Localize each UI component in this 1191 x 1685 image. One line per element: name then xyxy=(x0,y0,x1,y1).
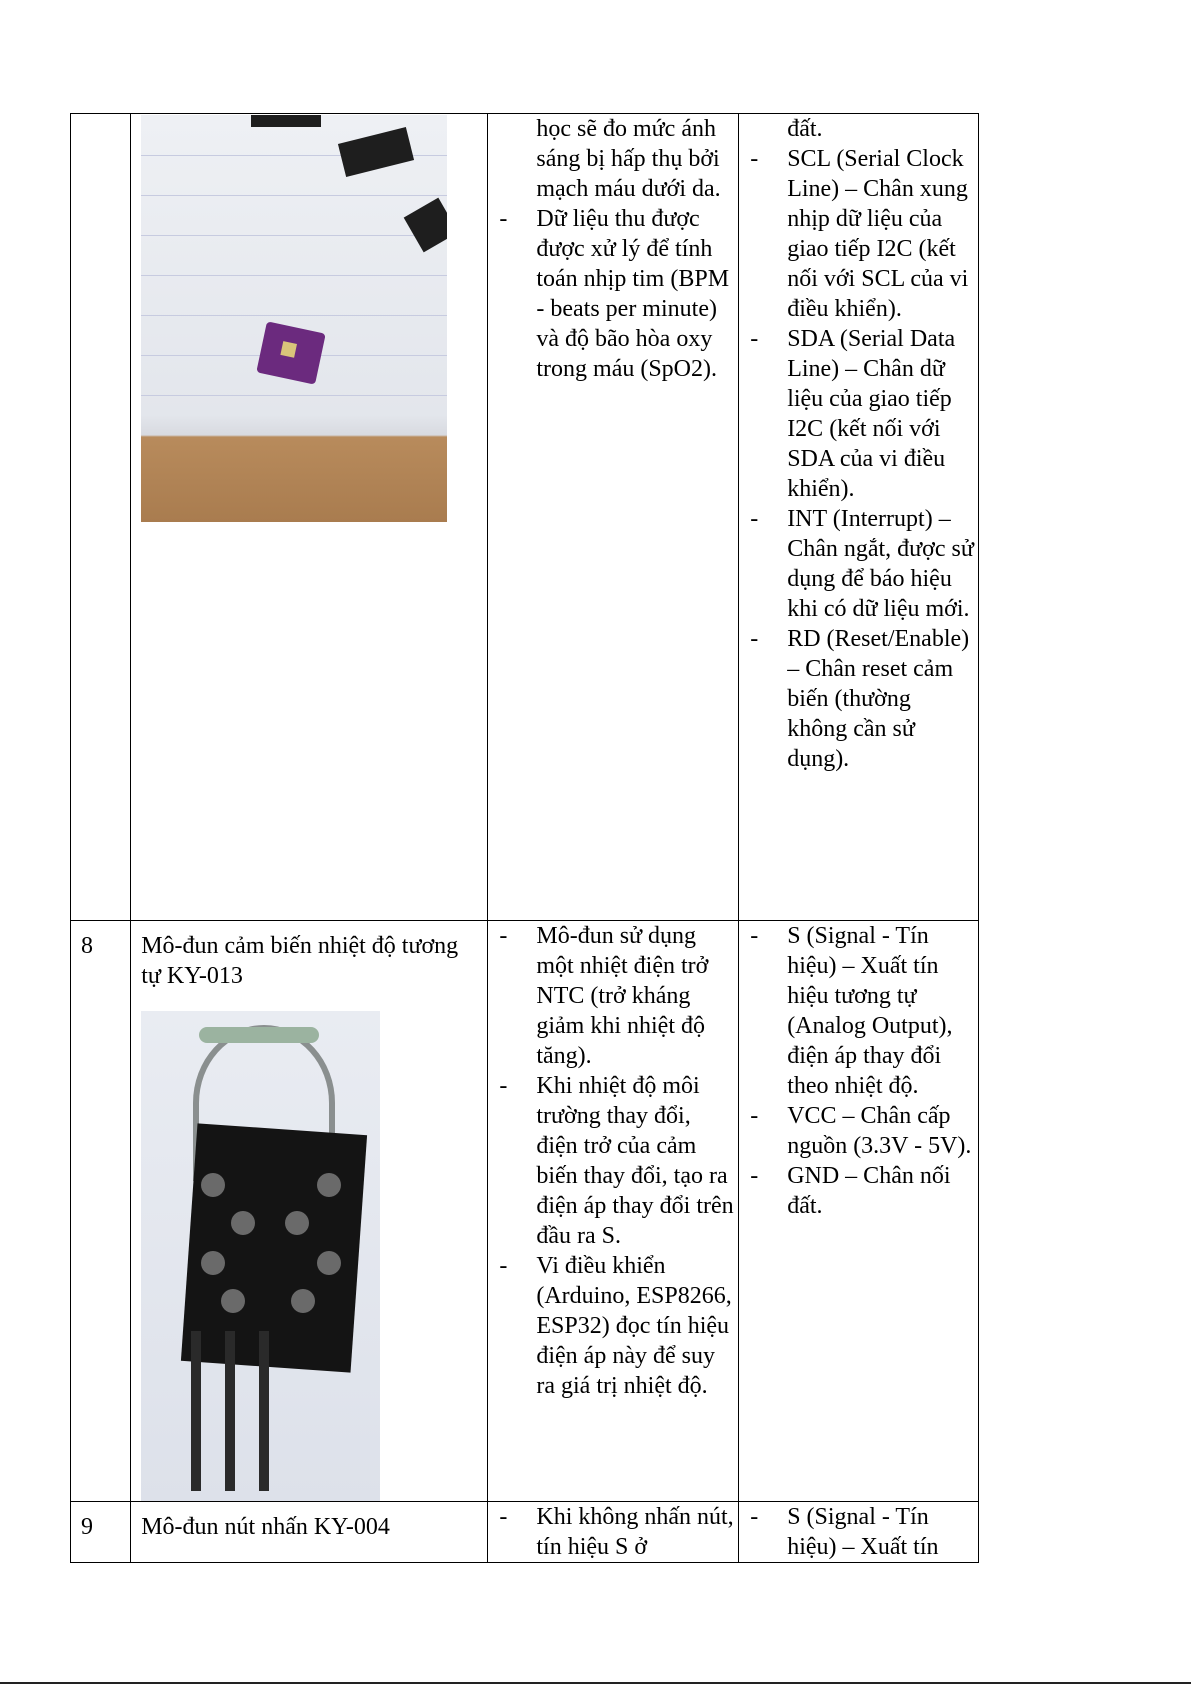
list-item: - Vi điều khiển (Arduino, ESP8266, ESP32) đọc tín hiệu điện áp này để suy ra giá trị nhiệt độ. xyxy=(488,1251,738,1401)
list-item: - Dữ liệu thu được được xử lý để tính toán nhịp tim (BPM - beats per minute) và độ bão hòa oxy trong máu (SpO2). xyxy=(488,204,738,384)
principle-list xyxy=(488,1502,738,1562)
module-name-cell xyxy=(131,921,488,1502)
list-item: - Khi không nhấn nút, tín hiệu S ở xyxy=(488,1502,738,1562)
row-number-cell xyxy=(71,921,131,1502)
working-principle-cell xyxy=(488,921,739,1502)
pinout-cell xyxy=(739,1502,979,1563)
row-number: 9 xyxy=(81,1514,93,1540)
pinout-list xyxy=(739,114,978,774)
list-item: - RD (Reset/Enable) – Chân reset cảm biến (thường không cần sử dụng). xyxy=(739,624,978,774)
list-item: - S (Signal - Tín hiệu) – Xuất tín xyxy=(739,1502,978,1562)
principle-list xyxy=(488,921,738,1401)
ky-013-sensor-photo xyxy=(141,1011,380,1501)
principle-list xyxy=(488,114,738,384)
row-number: 8 xyxy=(81,933,93,959)
components-table xyxy=(70,113,979,1563)
list-item: - GND – Chân nối đất. xyxy=(739,1161,978,1221)
list-item: - S (Signal - Tín hiệu) – Xuất tín hiệu tương tự (Analog Output), điện áp thay đổi theo nhiệt độ. xyxy=(739,921,978,1101)
table-row xyxy=(71,1502,979,1563)
working-principle-cell xyxy=(488,1502,739,1563)
list-item: - VCC – Chân cấp nguồn (3.3V - 5V). xyxy=(739,1101,978,1161)
heart-rate-sensor-photo xyxy=(141,115,447,522)
module-name-cell xyxy=(131,114,488,921)
page-bottom-edge xyxy=(0,1682,1191,1684)
list-item: - Mô-đun sử dụng một nhiệt điện trở NTC (trở kháng giảm khi nhiệt độ tăng). xyxy=(488,921,738,1071)
module-name: Mô-đun nút nhấn KY-004 xyxy=(141,1514,390,1540)
pinout-list xyxy=(739,1502,978,1562)
list-item: - SCL (Serial Clock Line) – Chân xung nhịp dữ liệu của giao tiếp I2C (kết nối với SCL của vi điều khiển). xyxy=(739,144,978,324)
list-item: học sẽ đo mức ánh sáng bị hấp thụ bởi mạch máu dưới da. xyxy=(536,116,721,202)
module-name-cell xyxy=(131,1502,488,1563)
row-number-cell xyxy=(71,1502,131,1563)
list-item: - Khi nhiệt độ môi trường thay đổi, điện trở của cảm biến thay đổi, tạo ra điện áp thay đổi trên đầu ra S. xyxy=(488,1071,738,1251)
list-item: - INT (Interrupt) – Chân ngắt, được sử dụng để báo hiệu khi có dữ liệu mới. xyxy=(739,504,978,624)
row-number-cell xyxy=(71,114,131,921)
table-row xyxy=(71,921,979,1502)
table-row xyxy=(71,114,979,921)
working-principle-cell xyxy=(488,114,739,921)
pinout-cell xyxy=(739,921,979,1502)
pinout-cell xyxy=(739,114,979,921)
list-item: - SDA (Serial Data Line) – Chân dữ liệu của giao tiếp I2C (kết nối với SDA của vi điều khiển). xyxy=(739,324,978,504)
pinout-list xyxy=(739,921,978,1221)
list-item: đất. xyxy=(787,116,823,142)
module-name: Mô-đun cảm biến nhiệt độ tương tự KY-013 xyxy=(141,933,459,989)
